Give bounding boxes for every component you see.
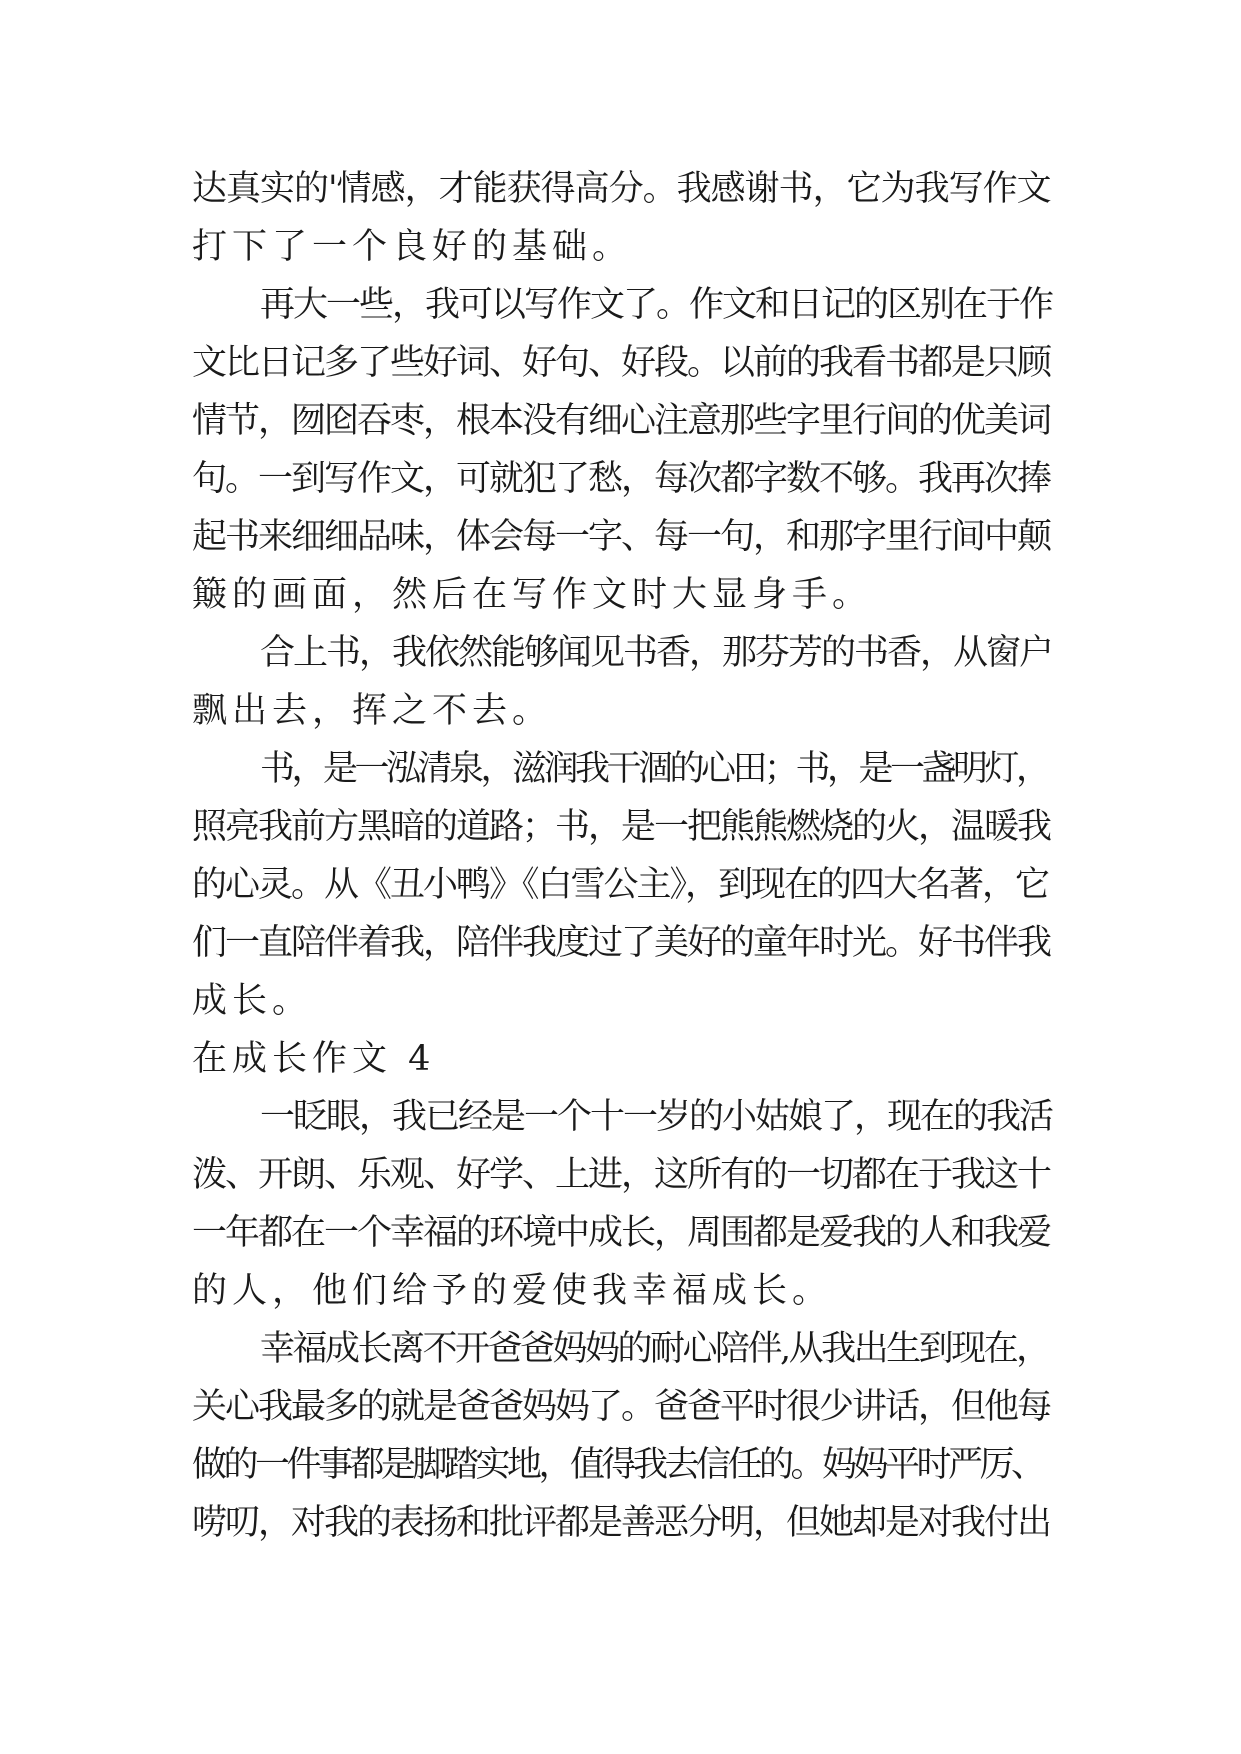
text-line: 簸的画面，然后在写作文时大显身手。 — [192, 575, 873, 615]
paragraph-start-line: 一眨眼，我已经是一个十一岁的小姑娘了，现在的我活 — [260, 1097, 1053, 1137]
text-line: 的人，他们给予的爱使我幸福成长。 — [192, 1271, 833, 1311]
text-line: 文比日记多了些好词、好句、好段。以前的我看书都是只顾 — [192, 343, 1051, 383]
text-line: 一年都在一个幸福的环境中成长，周围都是爱我的人和我爱 — [192, 1213, 1051, 1253]
paragraph-start-line: 书，是一泓清泉，滋润我干涸的心田；书，是一盏明灯， — [260, 749, 1048, 789]
paragraph-start-line: 合上书，我依然能够闻见书香，那芬芳的书香，从窗户 — [260, 633, 1053, 673]
text-line: 句。一到写作文，可就犯了愁，每次都字数不够。我再次捧 — [192, 459, 1051, 499]
text-line: 飘出去，挥之不去。 — [192, 691, 553, 731]
text-line: 达真实的'情感，才能获得高分。我感谢书，它为我写作文 — [192, 169, 1051, 209]
text-line: 唠叨，对我的表扬和批评都是善恶分明，但她却是对我付出 — [192, 1503, 1051, 1543]
text-line: 的心灵。从《丑小鸭》《白雪公主》，到现在的四大名著，它 — [192, 865, 1049, 905]
section-heading: 在成长作文 4 — [192, 1039, 436, 1079]
text-line: 成长。 — [192, 981, 313, 1021]
text-line: 关心我最多的就是爸爸妈妈了。爸爸平时很少讲话，但他每 — [192, 1387, 1051, 1427]
text-line: 们一直陪伴着我，陪伴我度过了美好的童年时光。好书伴我 — [192, 923, 1051, 963]
text-line: 照亮我前方黑暗的道路；书，是一把熊熊燃烧的火，温暖我 — [192, 807, 1051, 847]
paragraph-start-line: 再大一些，我可以写作文了。作文和日记的区别在于作 — [260, 285, 1053, 325]
text-line: 情节，囫囵吞枣，根本没有细心注意那些字里行间的优美词 — [192, 401, 1051, 441]
text-line: 打下了一个良好的基础。 — [192, 227, 633, 267]
text-line: 泼、开朗、乐观、好学、上进，这所有的一切都在于我这十 — [192, 1155, 1051, 1195]
text-line: 起书来细细品味，体会每一字、每一句，和那字里行间中颠 — [192, 517, 1051, 557]
paragraph-start-line: 幸福成长离不开爸爸妈妈的耐心陪伴,从我出生到现在， — [260, 1329, 1049, 1369]
text-line: 做的一件事都是脚踏实地，值得我去信任的。妈妈平时严厉、 — [192, 1445, 1043, 1485]
